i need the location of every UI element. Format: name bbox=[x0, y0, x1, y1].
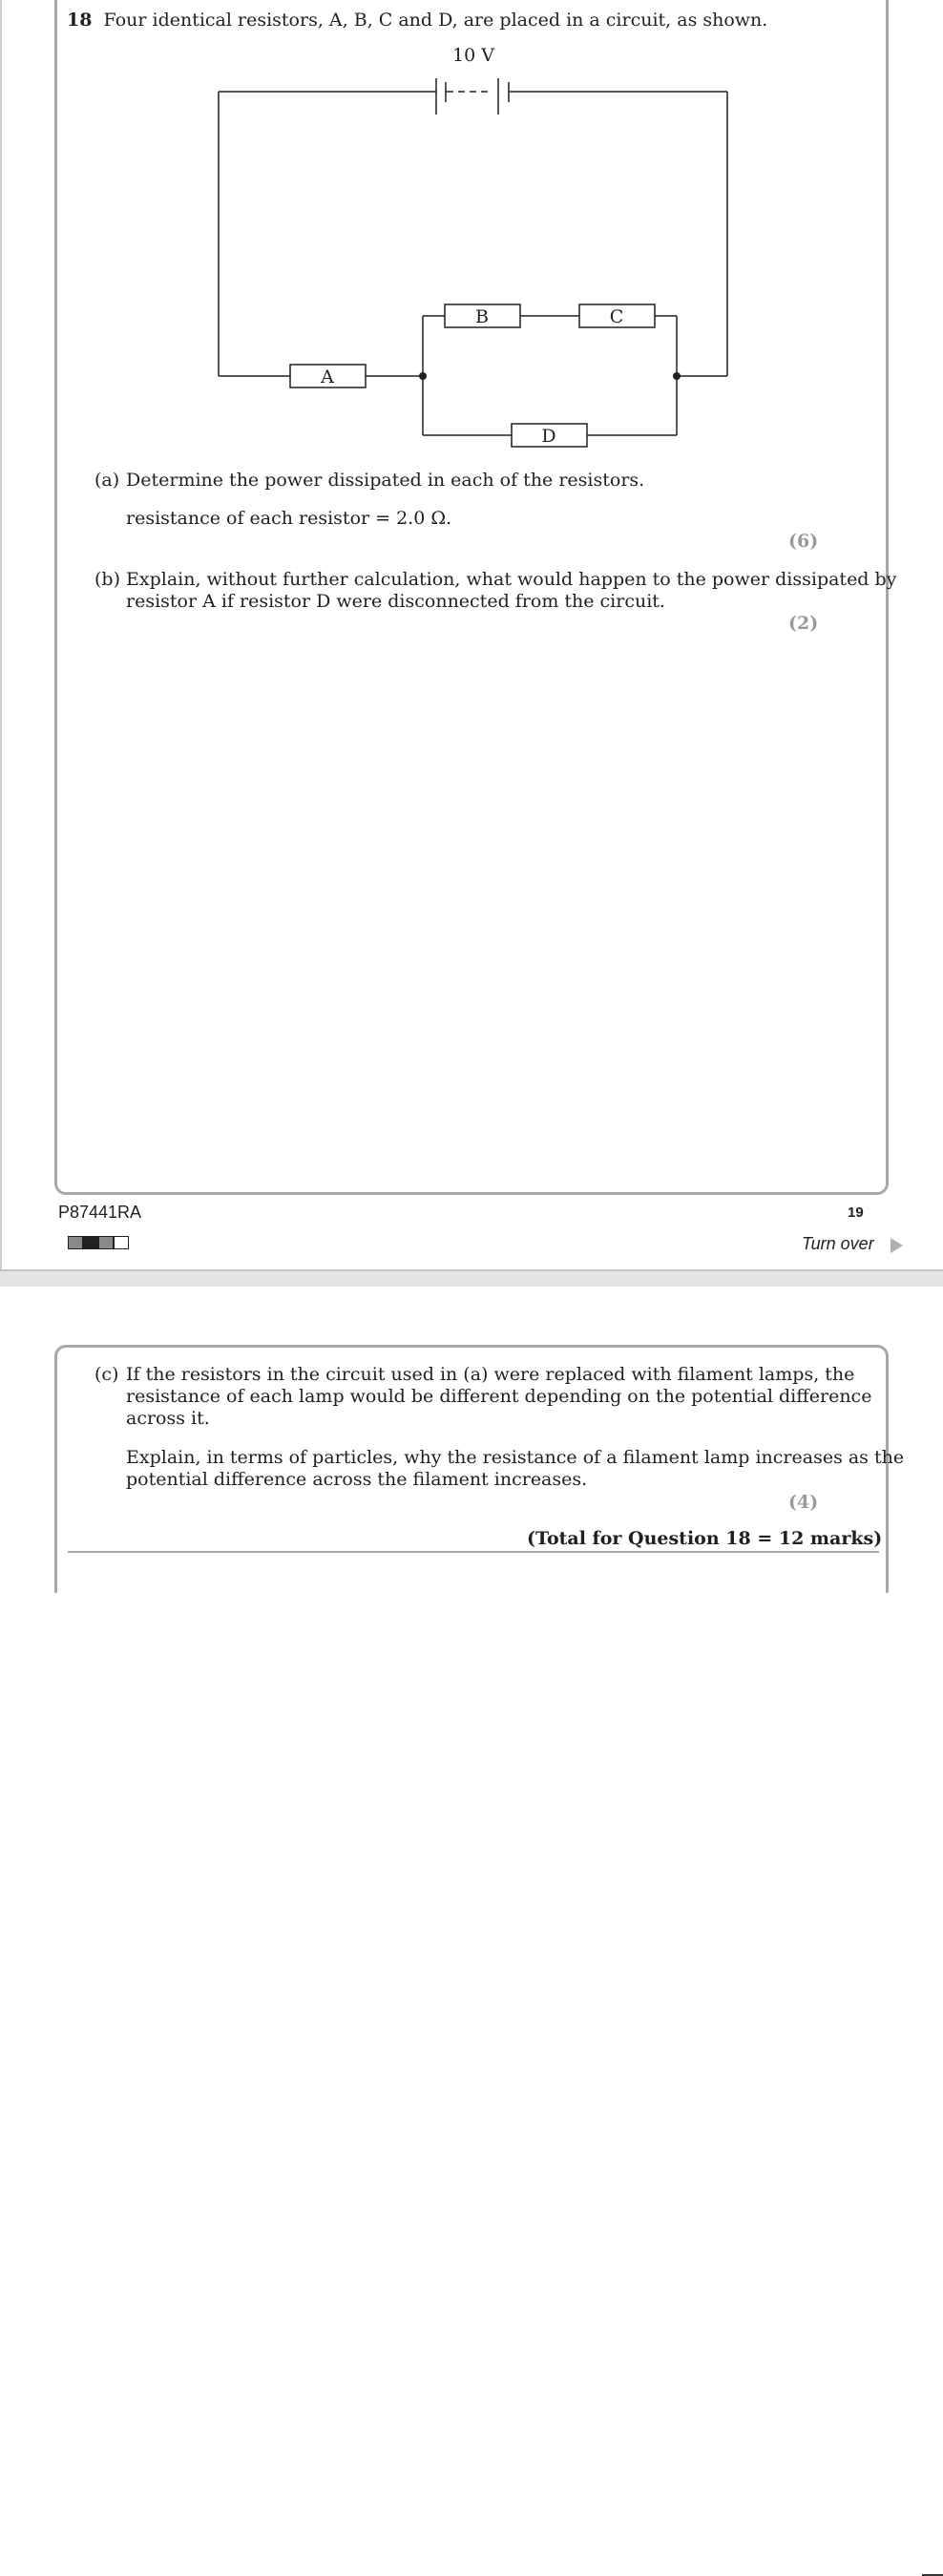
total-rule bbox=[68, 1551, 879, 1553]
question-total: (Total for Question 18 = 12 marks) bbox=[527, 1528, 883, 1549]
marker-block bbox=[98, 1236, 114, 1249]
part-a-text: Determine the power dissipated in each of the resistors. bbox=[126, 470, 645, 491]
question-number: 18 bbox=[67, 10, 93, 31]
resistor-b-label: B bbox=[475, 306, 489, 327]
part-b-label: (b) bbox=[94, 569, 120, 590]
marker-block bbox=[68, 1236, 83, 1249]
part-c-label: (c) bbox=[94, 1364, 119, 1385]
paper-code: P87441RA bbox=[58, 1203, 142, 1222]
circuit-diagram bbox=[0, 0, 943, 458]
question-intro: Four identical resistors, A, B, C and D, are placed in a circuit, as shown. bbox=[103, 10, 768, 31]
part-b-line-1: Explain, without further calculation, what would happen to the power dissipated by bbox=[126, 569, 897, 590]
exam-page-19 bbox=[0, 0, 943, 1269]
part-b-marks: (2) bbox=[788, 613, 819, 634]
part-c-line-1: If the resistors in the circuit used in (a) were replaced with filament lamps, the bbox=[126, 1364, 855, 1385]
part-c-line-3: across it. bbox=[126, 1408, 210, 1429]
page-marker-blocks bbox=[68, 1236, 129, 1249]
junction-right bbox=[673, 372, 681, 380]
page-separator bbox=[0, 1269, 943, 1288]
part-c-line-5: potential difference across the filament increases. bbox=[126, 1469, 588, 1490]
part-c-marks: (4) bbox=[788, 1492, 819, 1513]
junction-left bbox=[419, 372, 427, 380]
part-a-marks: (6) bbox=[788, 531, 819, 552]
part-c-line-2: resistance of each lamp would be different depending on the potential difference bbox=[126, 1386, 872, 1407]
resistor-d-label: D bbox=[541, 426, 556, 447]
part-a-given: resistance of each resistor = 2.0 Ω. bbox=[126, 508, 452, 529]
voltage-label: 10 V bbox=[452, 45, 494, 66]
turn-over-arrow-icon bbox=[891, 1238, 903, 1253]
marker-block bbox=[114, 1236, 129, 1249]
part-b-line-2: resistor A if resistor D were disconnected from the circuit. bbox=[126, 591, 665, 612]
marker-block bbox=[83, 1236, 98, 1249]
resistor-c-label: C bbox=[609, 306, 624, 327]
part-c-line-4: Explain, in terms of particles, why the resistance of a filament lamp increases as the bbox=[126, 1447, 905, 1468]
part-a-label: (a) bbox=[94, 470, 120, 491]
page-number: 19 bbox=[848, 1204, 864, 1221]
resistor-a-label: A bbox=[321, 367, 334, 387]
turn-over-text: Turn over bbox=[802, 1234, 874, 1253]
